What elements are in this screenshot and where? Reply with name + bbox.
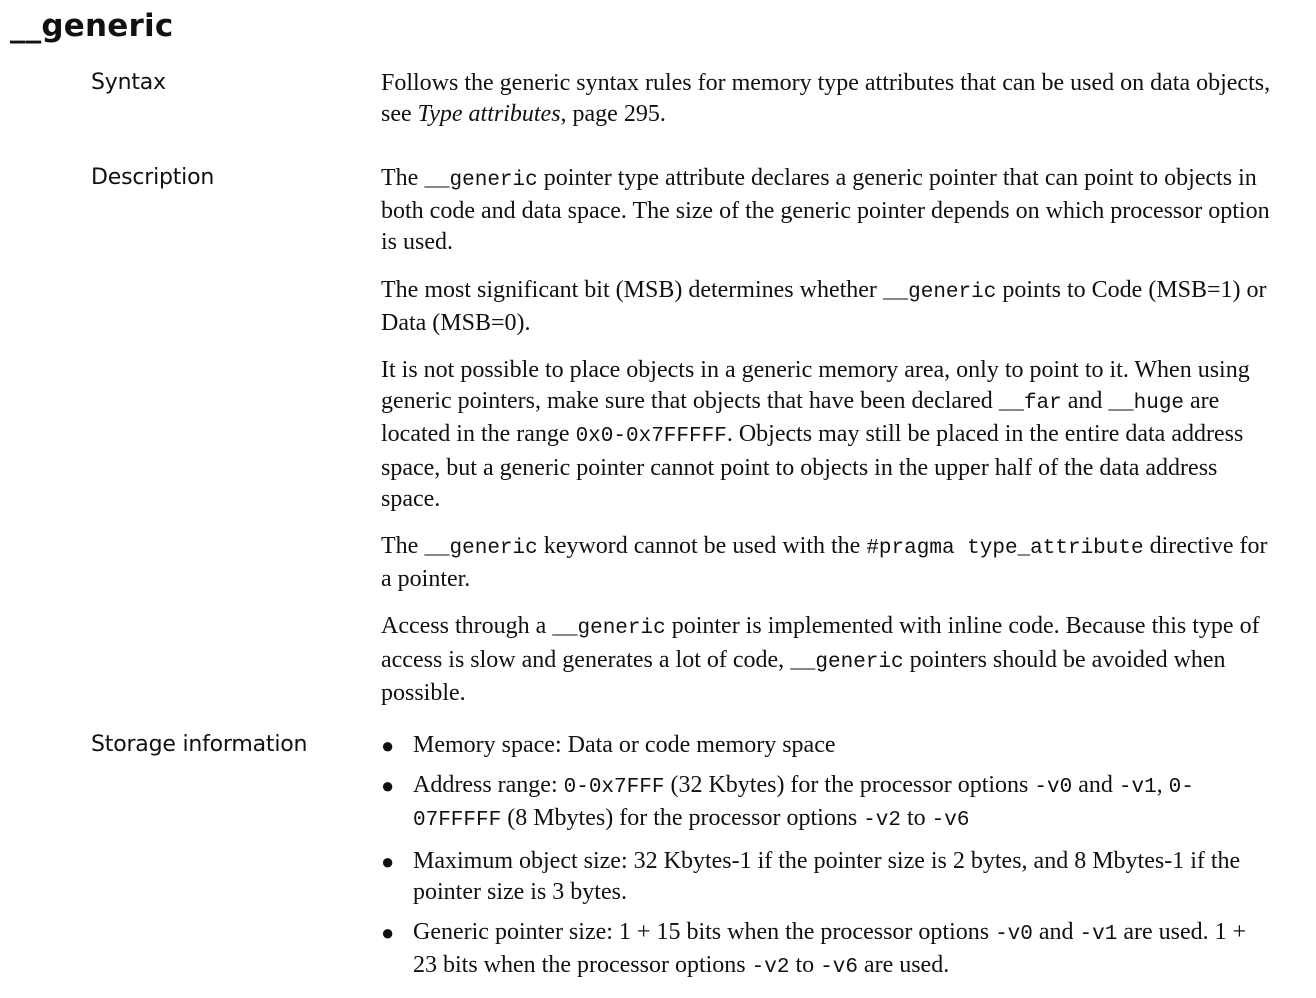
text-fragment: ,	[1156, 772, 1169, 799]
text-fragment: pointer type attribute declares a generic pointer that can point to objects in both code and data space. The size of the generic pointer depends on which processor option is used.	[381, 165, 1270, 256]
bullet-icon: ●	[381, 920, 395, 946]
description-paragraph-4	[381, 531, 1276, 595]
type-attributes-link[interactable]: Type attributes	[417, 101, 561, 128]
text-fragment: and	[1032, 919, 1080, 946]
syntax-text: Follows the generic syntax rules for memory type attributes that can be used on data objects, see	[381, 70, 1271, 128]
syntax-paragraph	[381, 68, 1276, 130]
list-item	[381, 917, 1276, 983]
list-item	[381, 770, 1276, 836]
code-option: -v0	[1034, 776, 1073, 800]
syntax-label: Syntax	[91, 70, 166, 95]
code-directive: #pragma type_attribute	[866, 537, 1144, 561]
text-fragment: keyword cannot be used with the	[537, 533, 867, 560]
code-range: 0-0x7FFF	[563, 776, 665, 800]
code-option: -v6	[820, 956, 858, 980]
code-keyword: __generic	[424, 537, 538, 561]
code-keyword: __huge	[1108, 392, 1185, 416]
code-keyword: __generic	[882, 280, 997, 304]
text-fragment: . Objects may still be placed in the entire data address space, but a generic pointer cannot point to objects in the upper half of the data address space.	[381, 421, 1244, 512]
page-title: __generic	[10, 8, 174, 44]
text-fragment: Address range:	[413, 772, 564, 799]
text-fragment: pointer is implemented with inline code. Because this type of access is slow and generates a lot of code,	[381, 613, 1260, 673]
text-fragment: points to Code (MSB=1) or Data (MSB=0).	[381, 276, 1267, 336]
text-fragment: (8 Mbytes) for the processor options	[501, 805, 864, 832]
description-paragraph-2	[381, 275, 1276, 339]
code-keyword: __generic	[790, 650, 904, 674]
text-fragment: It is not possible to place objects in a generic memory area, only to point to it. When using generic pointers, make sure that objects that have been declared	[381, 357, 1250, 415]
text-fragment: to	[900, 805, 932, 832]
text-fragment: are used.	[857, 952, 950, 979]
description-paragraph-1	[381, 163, 1276, 259]
code-range: 0x0-0x7FFFFF	[575, 425, 727, 449]
text-fragment: The	[381, 165, 425, 191]
list-item	[381, 846, 1276, 908]
text-fragment: Access through a	[381, 613, 553, 640]
code-range: 0-07FFFFF	[413, 776, 1194, 833]
description-label: Description	[91, 165, 215, 190]
bullet-icon: ●	[381, 773, 395, 799]
bullet-icon: ●	[381, 848, 395, 874]
code-option: -v2	[751, 956, 790, 980]
storage-label: Storage information	[91, 732, 308, 757]
code-option: -v1	[1079, 923, 1118, 947]
text-fragment: and	[1072, 772, 1119, 799]
text-fragment: to	[789, 952, 821, 979]
text-fragment: are located in the range	[381, 388, 1220, 448]
syntax-body	[381, 68, 1276, 130]
text-fragment: Generic pointer size: 1 + 15 bits when the processor options	[413, 919, 996, 946]
description-paragraph-5	[381, 611, 1276, 709]
code-keyword: __generic	[424, 169, 538, 192]
text-fragment: (32 Kbytes) for the processor options	[664, 772, 1035, 799]
text-fragment: pointers should be avoided when possible.	[381, 646, 1226, 706]
storage-list	[381, 730, 1276, 983]
code-option: -v0	[995, 923, 1033, 947]
code-option: -v1	[1118, 776, 1157, 800]
code-keyword: __far	[998, 392, 1062, 416]
description-paragraph-3	[381, 355, 1276, 515]
list-item	[381, 730, 1276, 761]
description-body	[381, 163, 1276, 709]
text-fragment: Memory space: Data or code memory space	[413, 732, 836, 758]
text-fragment: are used. 1 + 23 bits when the processor options	[413, 919, 1247, 979]
code-option: -v2	[863, 809, 901, 833]
code-keyword: __generic	[552, 617, 666, 641]
text-fragment: directive for a pointer.	[381, 533, 1268, 593]
text-fragment: and	[1061, 388, 1109, 415]
bullet-icon: ●	[381, 733, 395, 758]
text-fragment: The	[381, 533, 425, 560]
storage-body	[381, 730, 1276, 983]
text-fragment: The most significant bit (MSB) determines whether	[381, 276, 883, 303]
syntax-page-ref: , page 295.	[560, 101, 666, 128]
code-option: -v6	[931, 809, 970, 833]
text-fragment: Maximum object size: 32 Kbytes-1 if the pointer size is 2 bytes, and 8 Mbytes-1 if the pointer size is 3 bytes.	[413, 847, 1241, 905]
